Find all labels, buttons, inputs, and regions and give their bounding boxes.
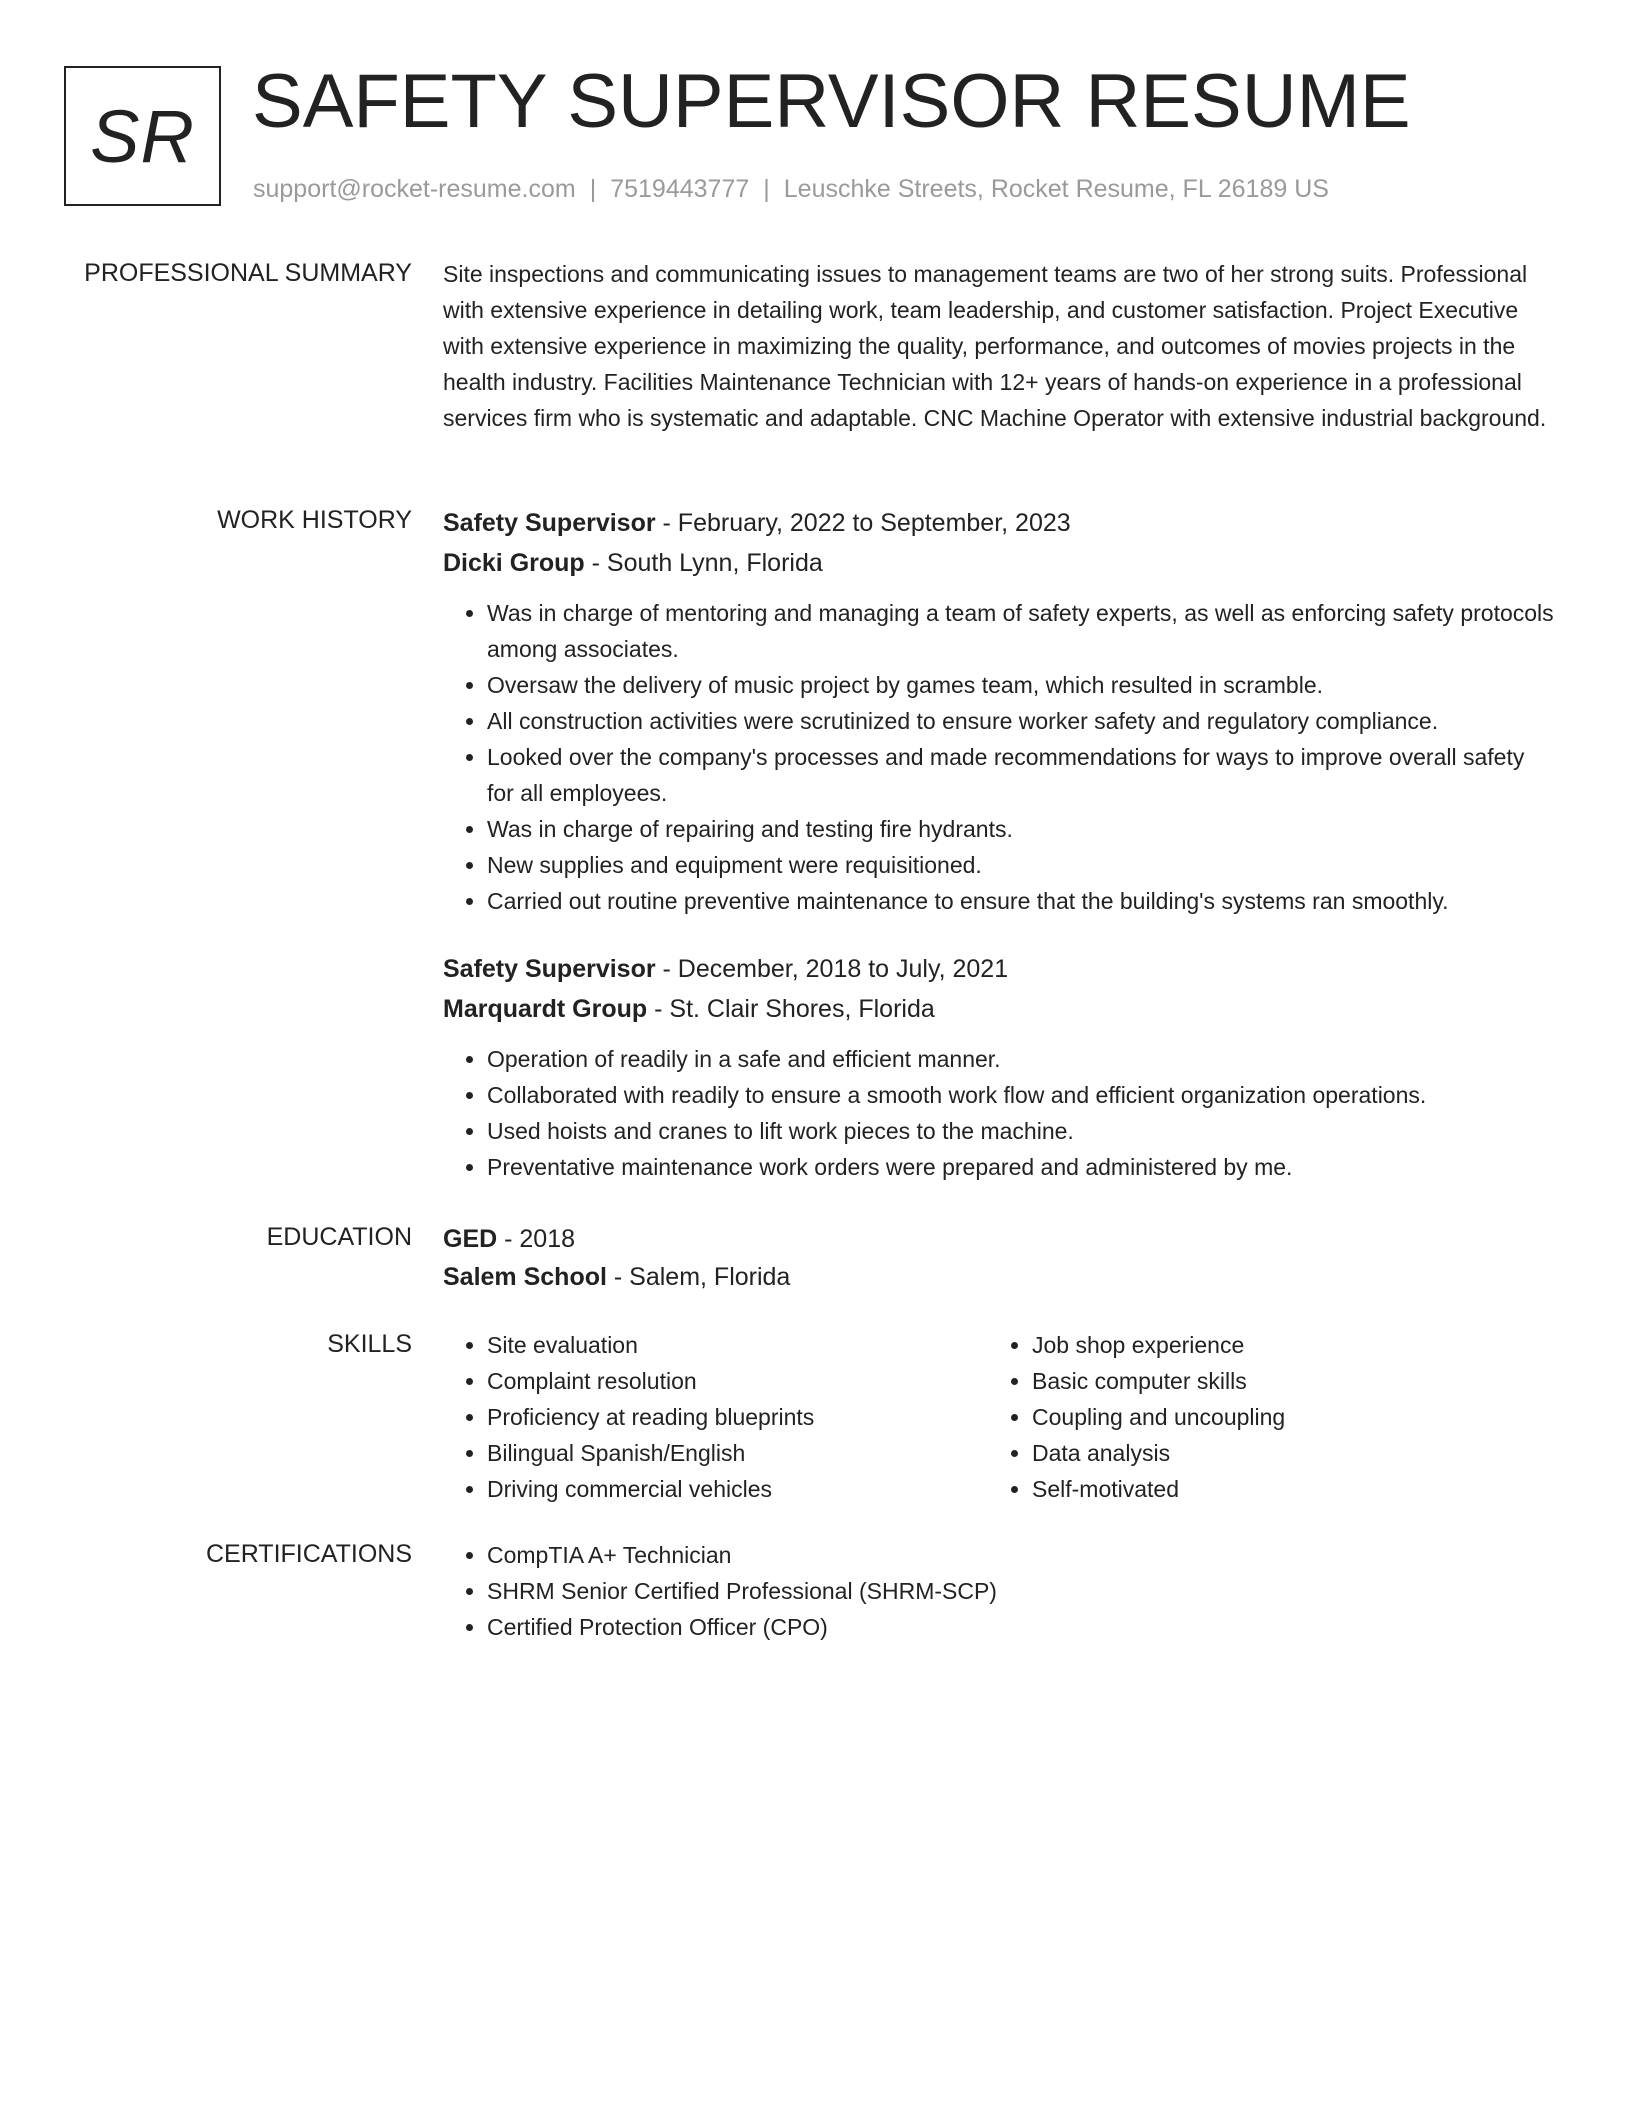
job-location: - South Lynn, Florida — [584, 549, 823, 577]
skill-item: • Complaint resolution — [487, 1363, 988, 1399]
job-bullet: • Was in charge of repairing and testing fire hydrants. — [487, 811, 1555, 847]
page-title: SAFETY SUPERVISOR RESUME — [252, 59, 1411, 144]
skill-item: • Site evaluation — [487, 1327, 988, 1363]
summary-text: Site inspections and communicating issues to management teams are two of her strong suits. Professional with extensive experience in detailing work, team leadership, and customer satisfaction. Project Executive with extensive experience in maximizing the quality, performance, and outcomes of movies projects in the health industry. Facilities Maintenance Technician with 12+ years of hands-on experience in a professional services firm who is systematic and adaptable. CNC Machine Operator with extensive industrial background. — [443, 261, 1547, 431]
certifications-body — [443, 1537, 1555, 1645]
job-bullet: • Used hoists and cranes to lift work pieces to the machine. — [487, 1113, 1555, 1149]
section-label-education: EDUCATION — [266, 1223, 412, 1251]
education-year: - 2018 — [497, 1225, 576, 1253]
job-dates: - December, 2018 to July, 2021 — [655, 955, 1009, 983]
section-label-skills: SKILLS — [327, 1330, 412, 1358]
job-bullet: • Oversaw the delivery of music project by games team, which resulted in scramble. — [487, 667, 1555, 703]
job-bullets — [443, 1041, 1555, 1185]
education-degree: GED — [443, 1225, 498, 1253]
skills-columns — [443, 1327, 1555, 1507]
skill-item: • Data analysis — [1032, 1435, 1533, 1471]
job-bullet: • Collaborated with readily to ensure a smooth work flow and efficient organization operations. — [487, 1077, 1555, 1113]
section-label-certifications: CERTIFICATIONS — [205, 1540, 412, 1568]
job-bullet: • Looked over the company's processes and made recommendations for ways to improve overall safety for all employees. — [487, 739, 1555, 811]
certification-item: • CompTIA A+ Technician — [487, 1537, 1555, 1573]
job-bullet: • Operation of readily in a safe and efficient manner. — [487, 1041, 1555, 1077]
certification-item: • SHRM Senior Certified Professional (SHRM-SCP) — [487, 1573, 1555, 1609]
job-dates: - February, 2022 to September, 2023 — [655, 509, 1071, 537]
job-company: Dicki Group — [443, 549, 585, 577]
job-bullet: • Preventative maintenance work orders were prepared and administered by me. — [487, 1149, 1555, 1185]
job-title-line — [443, 949, 1555, 989]
job-bullet: • New supplies and equipment were requisitioned. — [487, 847, 1555, 883]
contact-address: Leuschke Streets, Rocket Resume, FL 26189 US — [783, 175, 1329, 203]
job-bullet: • Carried out routine preventive maintenance to ensure that the building's systems ran smoothly. — [487, 883, 1555, 919]
skill-item: • Coupling and uncoupling — [1032, 1399, 1533, 1435]
education-degree-line — [443, 1220, 1555, 1258]
skills-column-left — [443, 1327, 988, 1507]
job-entry — [443, 949, 1555, 1185]
job-title: Safety Supervisor — [443, 955, 656, 983]
job-company-line — [443, 989, 1555, 1029]
job-title-line — [443, 503, 1555, 543]
job-entry — [443, 503, 1555, 919]
skill-item: • Bilingual Spanish/English — [487, 1435, 988, 1471]
monogram-badge: SR — [64, 66, 221, 206]
job-bullet: • Was in charge of mentoring and managing a team of safety experts, as well as enforcing safety protocols among associates. — [487, 595, 1555, 667]
job-location: - St. Clair Shores, Florida — [647, 995, 935, 1023]
job-title: Safety Supervisor — [443, 509, 656, 537]
certification-item: • Certified Protection Officer (CPO) — [487, 1609, 1555, 1645]
contact-separator: | — [763, 175, 770, 203]
education-school-line — [443, 1258, 1555, 1296]
work-history-body — [443, 503, 1555, 1185]
skill-item: • Driving commercial vehicles — [487, 1471, 988, 1507]
job-bullets — [443, 595, 1555, 919]
contact-separator: | — [589, 175, 597, 203]
skills-body — [443, 1327, 1555, 1507]
education-school: Salem School — [443, 1263, 607, 1291]
skill-item: • Basic computer skills — [1032, 1363, 1533, 1399]
section-label-work-history: WORK HISTORY — [217, 506, 412, 534]
summary-body — [443, 256, 1555, 436]
skill-item: • Job shop experience — [1032, 1327, 1533, 1363]
contact-phone[interactable]: 7519443777 — [610, 175, 750, 203]
skills-column-right — [988, 1327, 1533, 1507]
education-location: - Salem, Florida — [606, 1263, 791, 1291]
skill-item: • Proficiency at reading blueprints — [487, 1399, 988, 1435]
education-body — [443, 1220, 1555, 1296]
contact-line — [253, 174, 1329, 204]
section-label-summary: PROFESSIONAL SUMMARY — [84, 259, 412, 287]
contact-email[interactable]: support@rocket-resume.com — [253, 175, 576, 203]
skill-item: • Self-motivated — [1032, 1471, 1533, 1507]
job-bullet: • All construction activities were scrutinized to ensure worker safety and regulatory compliance. — [487, 703, 1555, 739]
certification-list — [443, 1537, 1555, 1645]
job-company-line — [443, 543, 1555, 583]
job-company: Marquardt Group — [443, 995, 648, 1023]
